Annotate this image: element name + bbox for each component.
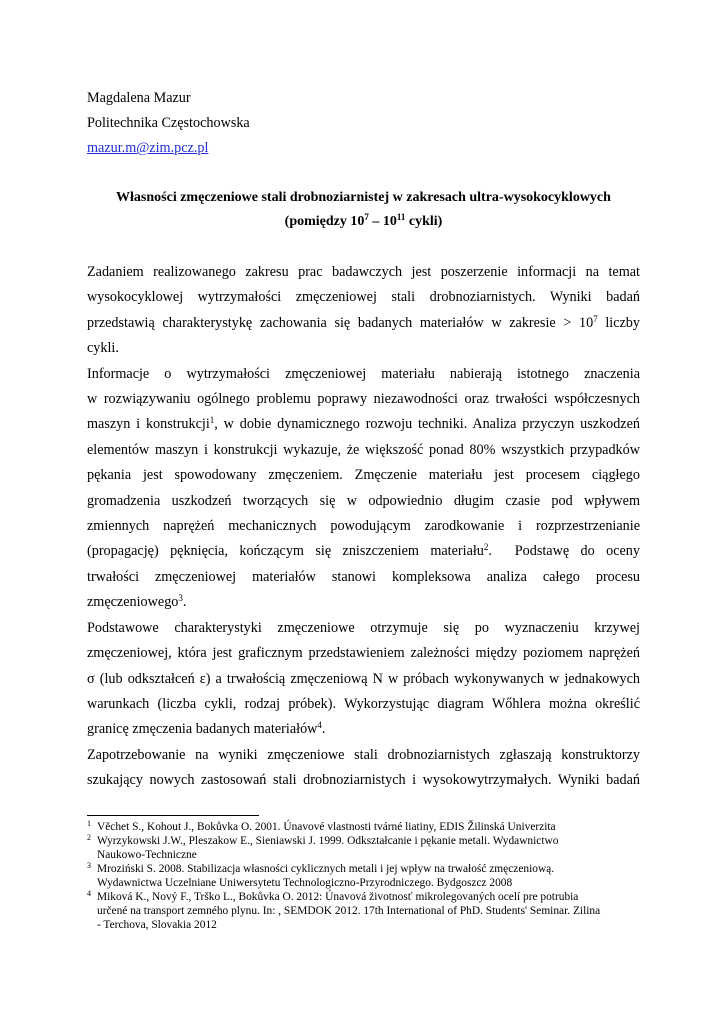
- document-title: [87, 186, 640, 234]
- paragraph-3: [87, 616, 640, 743]
- text-fragment: zmęczeniowego: [87, 594, 179, 611]
- paragraph-2: [87, 362, 640, 616]
- text-line: Zapotrzebowanie na wyniki zmęczeniowe stali drobnoziarnistych zgłaszają konstruktorzy: [87, 746, 640, 763]
- footnote: [87, 890, 647, 932]
- footnote-number: 1: [87, 819, 91, 828]
- author-email-link[interactable]: mazur.m@zim.pcz.pl: [87, 140, 209, 156]
- text-line: gromadzenia uszkodzeń tworzących się w odpowiednio długim czasie pod wpływem: [87, 492, 640, 509]
- text-fragment: maszyn i konstrukcji: [87, 416, 210, 433]
- text-fragment: przedstawią charakterystykę zachowania się badanych materiałów w zakresie > 10: [87, 314, 594, 331]
- title-line-2: [87, 210, 640, 234]
- text-line: warunkach (liczba cykli, rodzaj próbek). Wykorzystując diagram Wőhlera można określić: [87, 695, 640, 712]
- footnote-text: Wyrzykowski J.W., Pleszakow E., Sieniawski J. 1999. Odkształcanie i pękanie metali. Wydawnictwo: [97, 835, 559, 847]
- text-line: σ (lub odkształceń ε) a trwałością zmęczeniową N w próbach wykonywanych w jednakowych: [87, 670, 640, 687]
- title-exponent-2: 11: [396, 212, 406, 222]
- footnote-text: Mroziński S. 2008. Stabilizacja własności cyklicznych metali i jej wpływ na trwałość zmęczeniową.: [97, 863, 555, 875]
- title-range-end: cykli): [405, 214, 443, 229]
- text-line: Podstawowe charakterystyki zmęczeniowe otrzymuje się po wyznaczeniu krzywej: [87, 619, 640, 636]
- footnote-number: 2: [87, 833, 91, 842]
- title-range-start: (pomiędzy 10: [284, 214, 365, 229]
- text-line: w rozwiązywaniu ogólnego problemu poprawy niezawodności oraz trwałości współczesnych: [87, 391, 640, 408]
- text-line: szukający nowych zastosowań stali drobnoziarnistych i wysokowytrzymałych. Wyniki badań: [87, 772, 640, 789]
- text-line: [87, 590, 640, 615]
- text-line: cykli.: [87, 340, 119, 357]
- footnote: [87, 862, 647, 890]
- title-range-mid: – 10: [368, 214, 397, 229]
- author-name: Magdalena Mazur: [87, 90, 191, 106]
- footnotes: [87, 820, 647, 932]
- paragraph-1: [87, 260, 640, 362]
- text-line: zmiennych naprężeń mechanicznych powodującym zarodkowanie i rozprzestrzenianie: [87, 518, 640, 535]
- footnote-text: určené na transport zemného plynu. In: , SEMDOK 2012. 17th International of PhD. Students' Seminar. Zilina: [97, 905, 601, 917]
- text-fragment: .: [182, 594, 187, 611]
- title-line-1: Własności zmęczeniowe stali drobnoziarnistej w zakresach ultra-wysokocyklowych: [116, 190, 611, 205]
- footnote-separator: [87, 815, 259, 816]
- footnote-ref-2[interactable]: 2: [483, 542, 489, 553]
- footnote-ref-4[interactable]: 4: [317, 720, 322, 731]
- text-line: [87, 539, 640, 564]
- footnote: [87, 834, 647, 862]
- footnote-number: 3: [87, 861, 91, 870]
- text-line: zmęczeniowej, która jest graficznym przedstawieniem zależności między poziomem naprężeń: [87, 645, 640, 662]
- footnote-number: 4: [87, 889, 91, 898]
- body-text: [87, 260, 640, 794]
- text-line: elementów maszyn i konstrukcji wykazuje, że większość ponad 80% wszystkich przypadków: [87, 441, 640, 458]
- text-line: trwałości zmęczeniowej materiałów stanowi kompleksowa analiza całego procesu: [87, 568, 640, 585]
- author-affiliation: Politechnika Częstochowska: [87, 115, 250, 131]
- text-fragment: liczby: [597, 314, 640, 331]
- footnote: [87, 820, 647, 834]
- text-line: [87, 717, 640, 742]
- text-line: Informacje o wytrzymałości zmęczeniowej materiału nabierają istotnego znaczenia: [87, 365, 640, 382]
- title-exponent-1: 7: [364, 212, 369, 222]
- text-line: wysokocyklowej wytrzymałości zmęczeniowej stali drobnoziarnistych. Wyniki badań: [87, 289, 640, 306]
- text-fragment: . Podstawę do oceny: [488, 543, 640, 560]
- footnote-text: Naukowo-Techniczne: [97, 849, 197, 861]
- author-block: [87, 86, 250, 161]
- footnote-text: Wydawnictwa Uczelniane Uniwersytetu Technologiczno-Przyrodniczego. Bydgoszcz 2008: [97, 877, 513, 889]
- paragraph-4: [87, 743, 640, 794]
- text-line: [87, 311, 640, 336]
- text-fragment: (propagację) pęknięcia, kończącym się zniszczeniem materiału: [87, 543, 484, 560]
- exponent: 7: [593, 313, 598, 324]
- footnote-ref-1[interactable]: 1: [209, 415, 215, 426]
- footnote-text: - Terchova, Slovakia 2012: [97, 919, 217, 931]
- text-line: pękania jest spowodowany zmęczeniem. Zmęczenie materiału jest procesem ciągłego: [87, 467, 640, 484]
- text-fragment: , w dobie dynamicznego rozwoju techniki. Analiza przyczyn uszkodzeń: [214, 416, 640, 433]
- text-fragment: granicę zmęczenia badanych materiałów: [87, 721, 318, 738]
- text-line: [87, 412, 640, 437]
- footnote-text: Věchet S., Kohout J., Bokůvka O. 2001. Únavové vlastnosti tvárné liatiny, EDIS Žilinská Univerzita: [97, 821, 556, 833]
- footnote-text: Miková K., Nový F., Trško L., Bokůvka O. 2012: Únavová životnosť mikrolegovaných ocelí pre potrubia: [97, 891, 579, 903]
- text-line: Zadaniem realizowanego zakresu prac badawczych jest poszerzenie informacji na temat: [87, 264, 640, 280]
- footnote-ref-3[interactable]: 3: [178, 593, 183, 604]
- text-fragment: .: [321, 721, 326, 738]
